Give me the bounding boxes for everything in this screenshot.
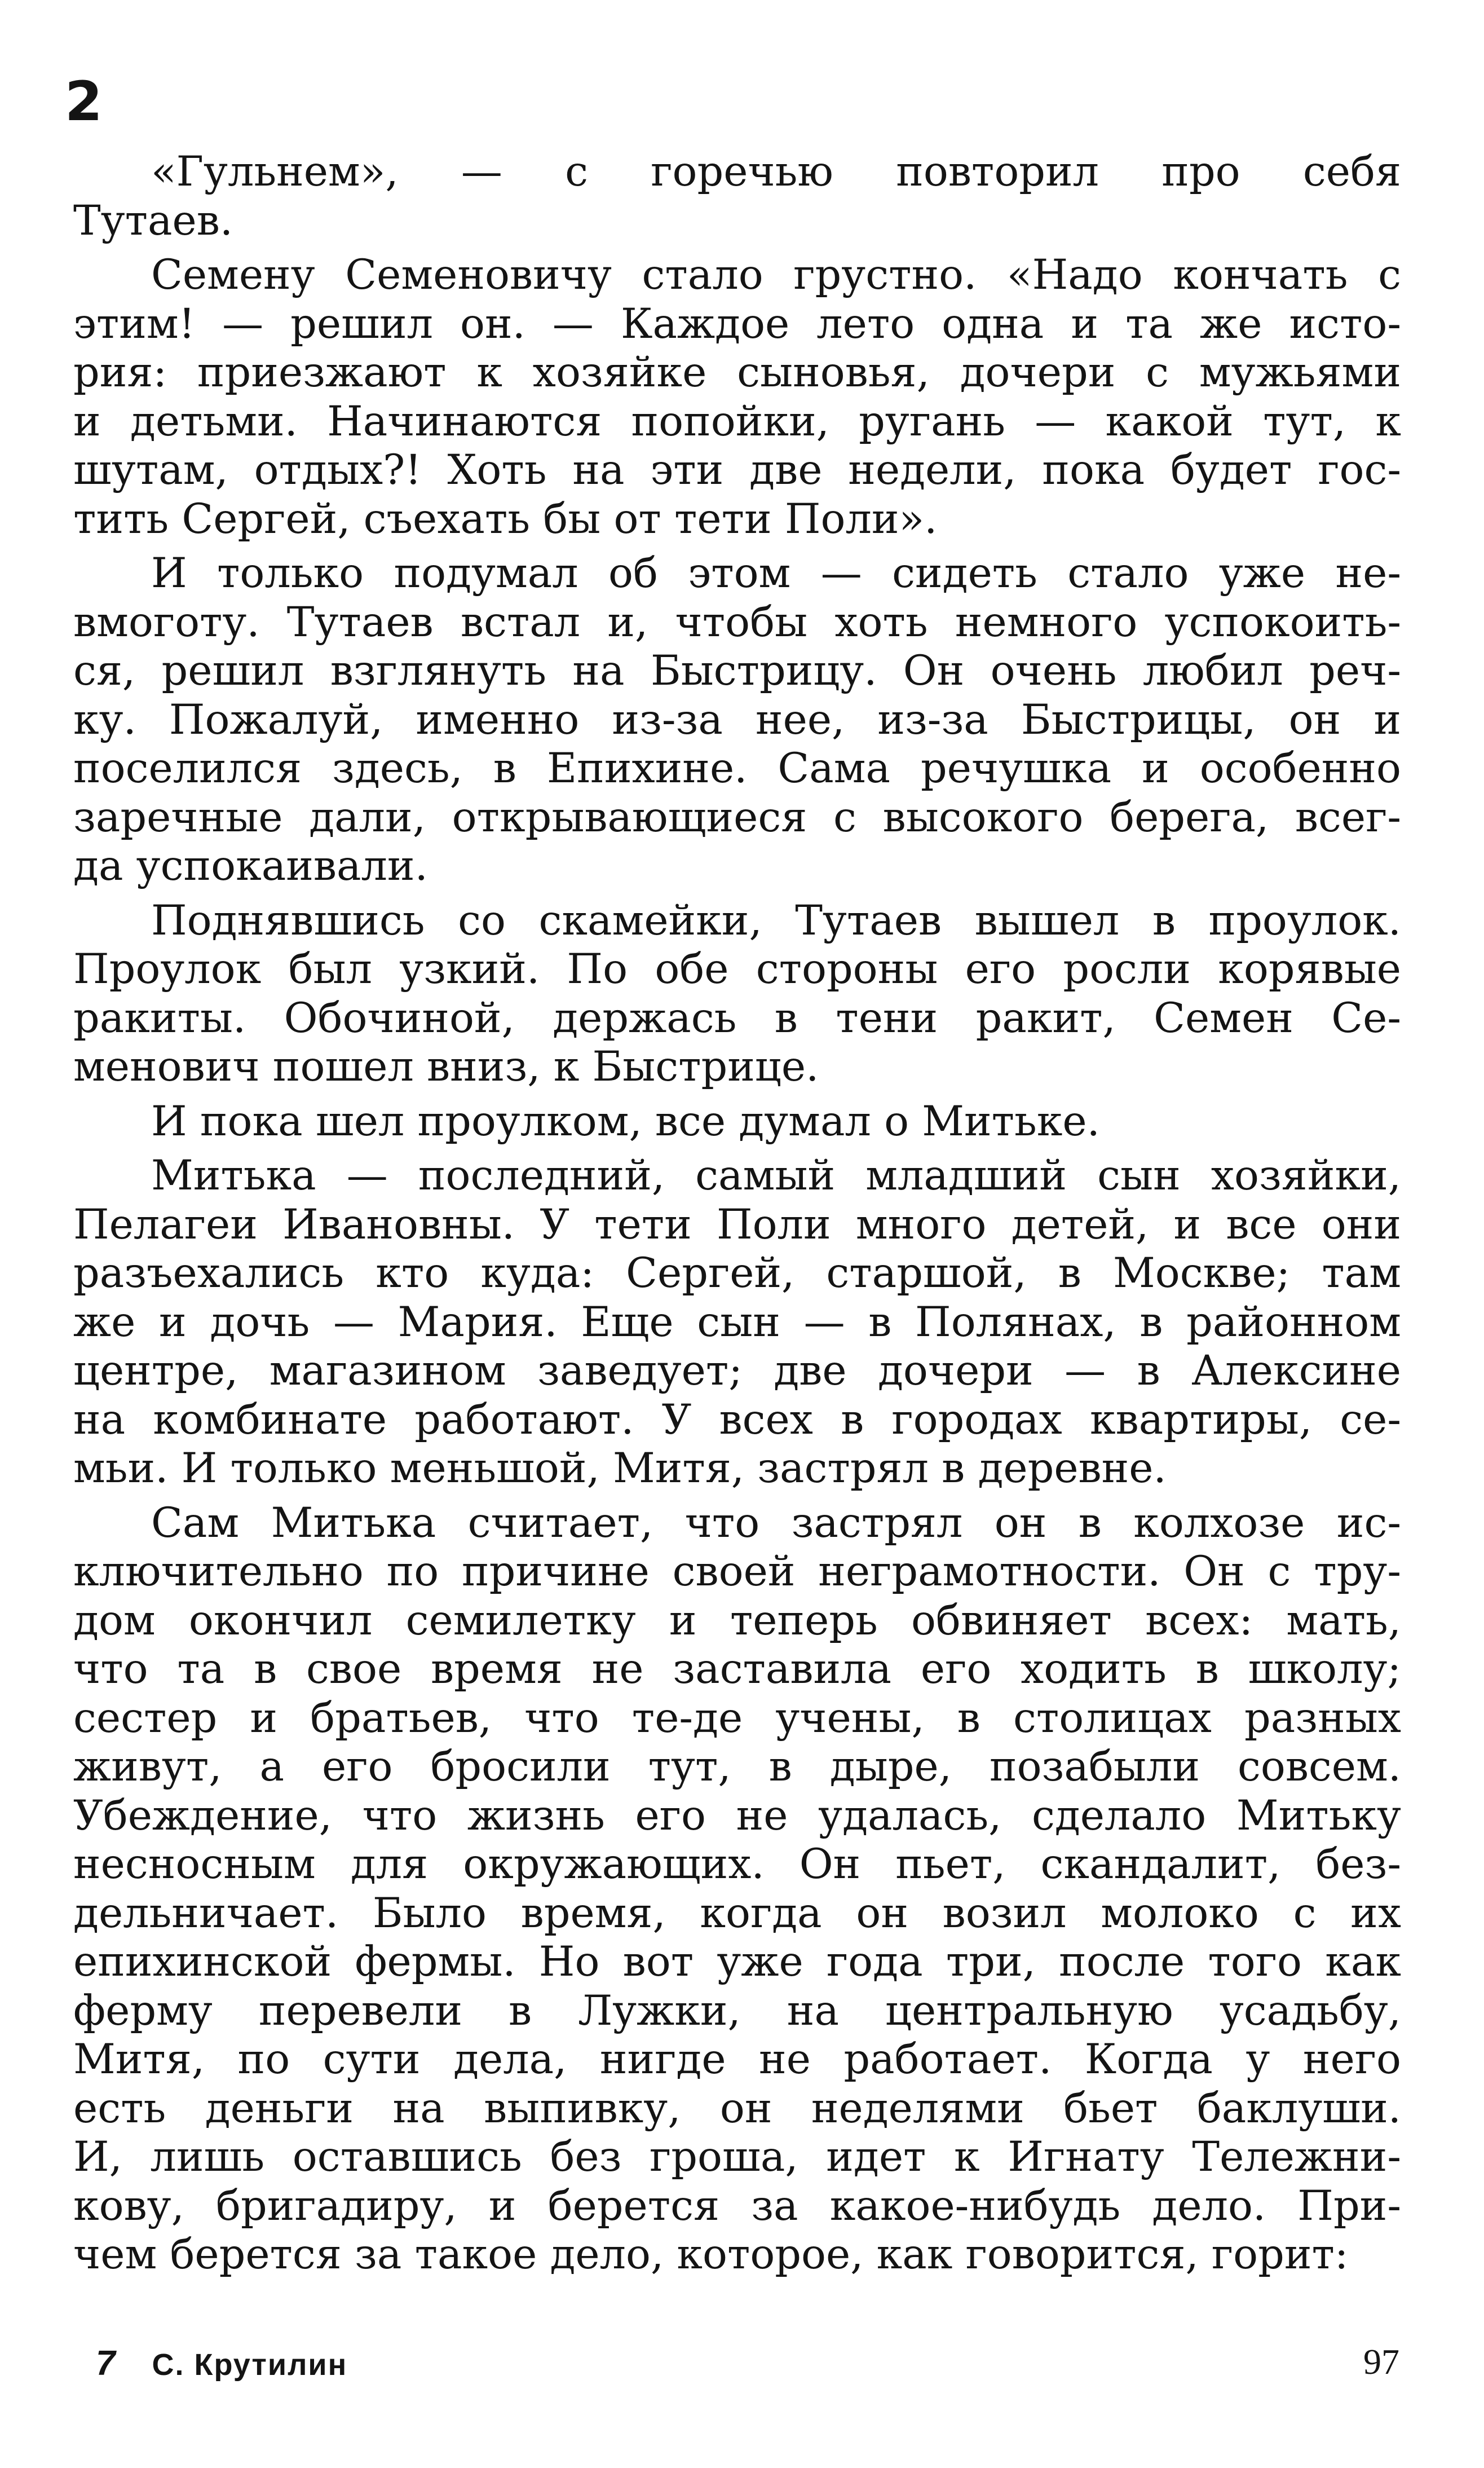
paragraph [73,1499,1401,2280]
text-line: центре, магазином заведует; две дочери — в Алексине [73,1347,1401,1395]
text-line: Сам Митька считает, что застрял он в колхозе ис- [151,1499,1401,1547]
text-line: поселился здесь, в Епихине. Сама речушка и особенно [73,744,1401,792]
text-line: же и дочь — Мария. Еще сын — в Полянах, в районном [73,1298,1401,1346]
paragraph [73,1152,1401,1493]
text-line: Поднявшись со скамейки, Тутаев вышел в проулок. [151,896,1401,945]
signature-author: С. Крутилин [152,2348,348,2382]
page-number: 97 [1363,2342,1399,2382]
signature-number: 7 [96,2344,116,2383]
text-line: заречные дали, открывающиеся с высокого берега, всег- [73,793,1401,841]
text-line: И только подумал об этом — сидеть стало уже не- [151,549,1401,597]
text-line: Митька — последний, самый младший сын хозяйки, [151,1152,1401,1200]
text-line: Убеждение, что жизнь его не удалась, сделало Митьку [73,1791,1401,1840]
text-line: Семену Семеновичу стало грустно. «Надо кончать с [151,251,1401,299]
paragraph [73,148,1401,245]
text-line: ферму перевели в Лужки, на центральную усадьбу, [73,1986,1401,2035]
paragraph [73,1098,1401,1147]
text-line: несносным для окружающих. Он пьет, скандалит, без- [73,1840,1401,1888]
text-line: дом окончил семилетку и теперь обвиняет всех: мать, [73,1596,1401,1645]
text-line: на комбинате работают. У всех в городах квартиры, се- [73,1395,1401,1444]
text-line: ключительно по причине своей неграмотности. Он с тру- [73,1548,1401,1596]
text-line: что та в свое время не заставила его ходить в школу; [73,1645,1401,1693]
paragraph [73,549,1401,891]
text-line: мьи. И только меньшой, Митя, застрял в деревне. [73,1444,1167,1492]
paragraph [73,897,1401,1092]
text-line: да успокаивали. [73,842,428,890]
text-line: тить Сергей, съехать бы от тети Поли». [73,495,938,543]
text-line: менович пошел вниз, к Быстрице. [73,1043,819,1091]
text-line: сестер и братьев, что те-де учены, в столицах разных [73,1694,1401,1742]
page-footer-signature [96,2346,347,2381]
text-line: ракиты. Обочиной, держась в тени ракит, Семен Се- [73,994,1401,1042]
text-line: Пелагеи Ивановны. У тети Поли много детей, и все они [73,1200,1401,1249]
text-line: И, лишь оставшись без гроша, идет к Игнату Тележни- [73,2133,1401,2181]
text-line: этим! — решил он. — Каждое лето одна и та же исто- [73,299,1401,348]
paragraph [73,251,1401,544]
text-line: чем берется за такое дело, которое, как говорится, горит: [73,2231,1349,2279]
text-line: ку. Пожалуй, именно из-за нее, из-за Быстрицы, он и [73,695,1401,744]
text-line: есть деньги на выпивку, он неделями бьет баклуши. [73,2084,1401,2132]
text-line: шутам, отдых?! Хоть на эти две недели, пока будет гос- [73,446,1401,494]
text-line: И пока шел проулком, все думал о Митьке. [151,1097,1100,1145]
text-line: и детьми. Начинаются попойки, ругань — какой тут, к [73,397,1401,446]
text-line: Проулок был узкий. По обе стороны его росли корявые [73,945,1401,993]
section-number: 2 [65,70,103,133]
text-line: ся, решил взглянуть на Быстрицу. Он очень любил реч- [73,647,1401,695]
text-line: рия: приезжают к хозяйке сыновья, дочери с мужьями [73,349,1401,396]
text-line: епихинской фермы. Но вот уже года три, после того как [73,1938,1401,1986]
text-line: живут, а его бросили тут, в дыре, позабыли совсем. [73,1743,1401,1791]
text-line: Тутаев. [73,196,233,245]
text-line: «Гульнем», — с горечью повторил про себя [151,148,1401,196]
text-line: кову, бригадиру, и берется за какое-нибудь дело. При- [73,2181,1401,2230]
text-line: разъехались кто куда: Сергей, старшой, в Москве; там [73,1249,1401,1297]
text-line: Митя, по сути дела, нигде не работает. Когда у него [73,2035,1401,2083]
body-text [73,148,1401,2285]
text-line: дельничает. Было время, когда он возил молоко с их [73,1889,1401,1937]
text-line: вмоготу. Тутаев встал и, чтобы хоть немного успокоить- [73,598,1401,646]
